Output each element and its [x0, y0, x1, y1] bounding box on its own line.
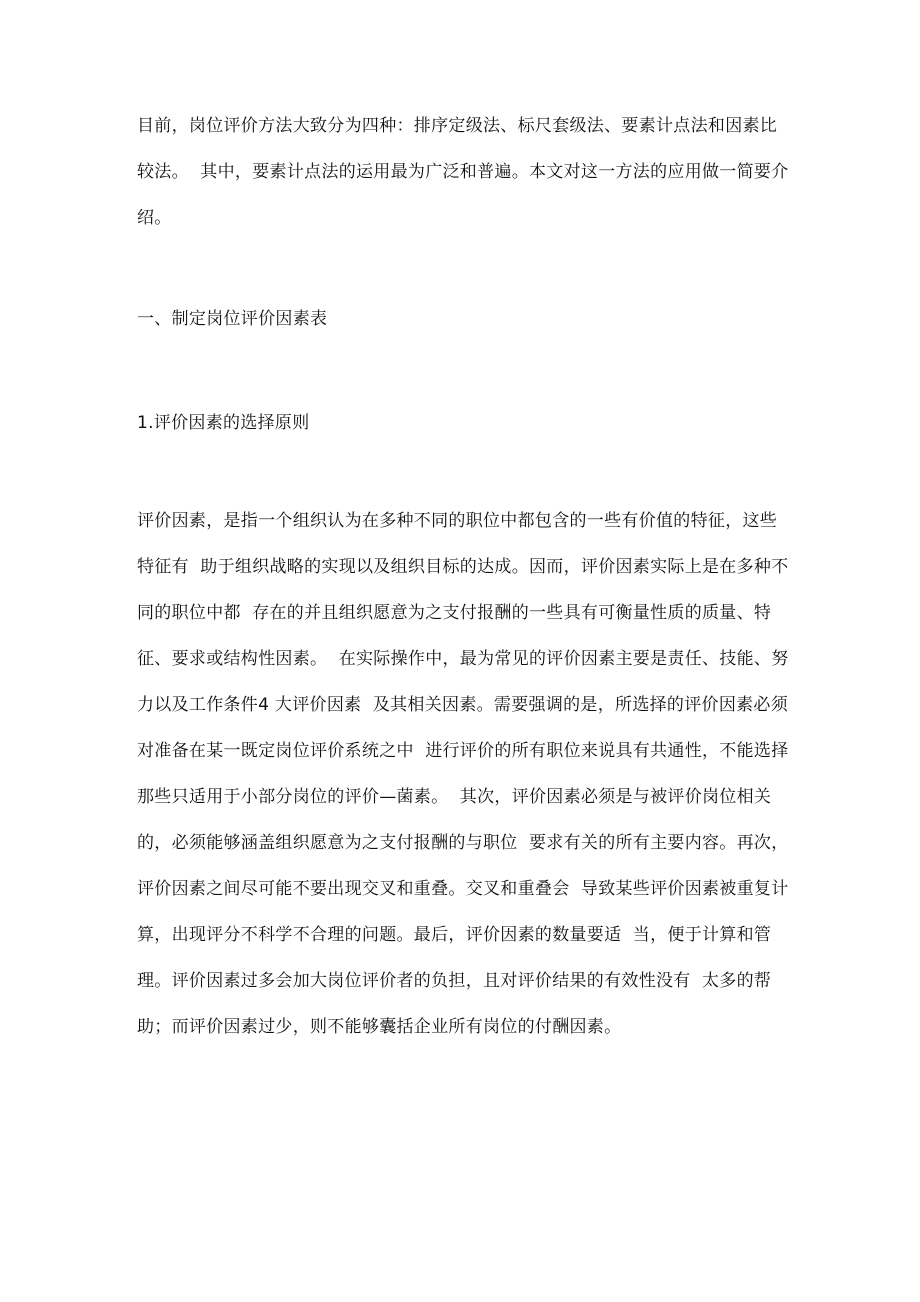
body-line-1: 评价因素，是指一个组织认为在多种不同的职位中都包含的一些有价值的特征，这些	[137, 511, 778, 531]
intro-line-2: 较法。 其中，要素计点法的运用最为广泛和普遍。本文对这一方法的应用做一简要介	[137, 162, 789, 182]
body-line-9: 评价因素之间尽可能不要出现交叉和重叠。交叉和重叠会 导致某些评价因素被重复计	[137, 879, 789, 899]
sub-heading: 1.评价因素的选择原则	[137, 413, 310, 433]
body-line-10: 算，出现评分不科学不合理的问题。最后，评价因素的数量要适 当，便于计算和管	[137, 925, 772, 945]
section-heading: 一、制定岗位评价因素表	[137, 309, 328, 329]
body-line-6: 对准备在某一既定岗位评价系统之中 进行评价的所有职位来说具有共通性，不能选择	[137, 741, 789, 761]
body-line-8: 的，必须能够涵盖组织愿意为之支付报酬的与职位 要求有关的所有主要内容。再次，	[137, 833, 789, 853]
intro-line-1: 目前，岗位评价方法大致分为四种：排序定级法、标尺套级法、要素计点法和因素比	[137, 116, 778, 136]
body-line-12: 助；而评价因素过少，则不能够囊括企业所有岗位的付酬因素。	[137, 1017, 622, 1037]
body-line-4: 征、要求或结构性因素。 在实际操作中，最为常见的评价因素主要是责任、技能、努	[137, 649, 789, 669]
body-line-5: 力以及工作条件4 大评价因素 及其相关因素。需要强调的是，所选择的评价因素必须	[137, 695, 789, 715]
body-line-11: 理。评价因素过多会加大岗位评价者的负担，且对评价结果的有效性没有 太多的帮	[137, 971, 772, 991]
intro-line-3: 绍。	[137, 208, 172, 228]
body-line-7: 那些只适用于小部分岗位的评价—菌素。 其次，评价因素必须是与被评价岗位相关	[137, 787, 772, 807]
body-line-3: 同的职位中都 存在的并且组织愿意为之支付报酬的一些具有可衡量性质的质量、特	[137, 603, 772, 623]
body-line-2: 特征有 助于组织战略的实现以及组织目标的达成。因而，评价因素实际上是在多种不	[137, 557, 789, 577]
